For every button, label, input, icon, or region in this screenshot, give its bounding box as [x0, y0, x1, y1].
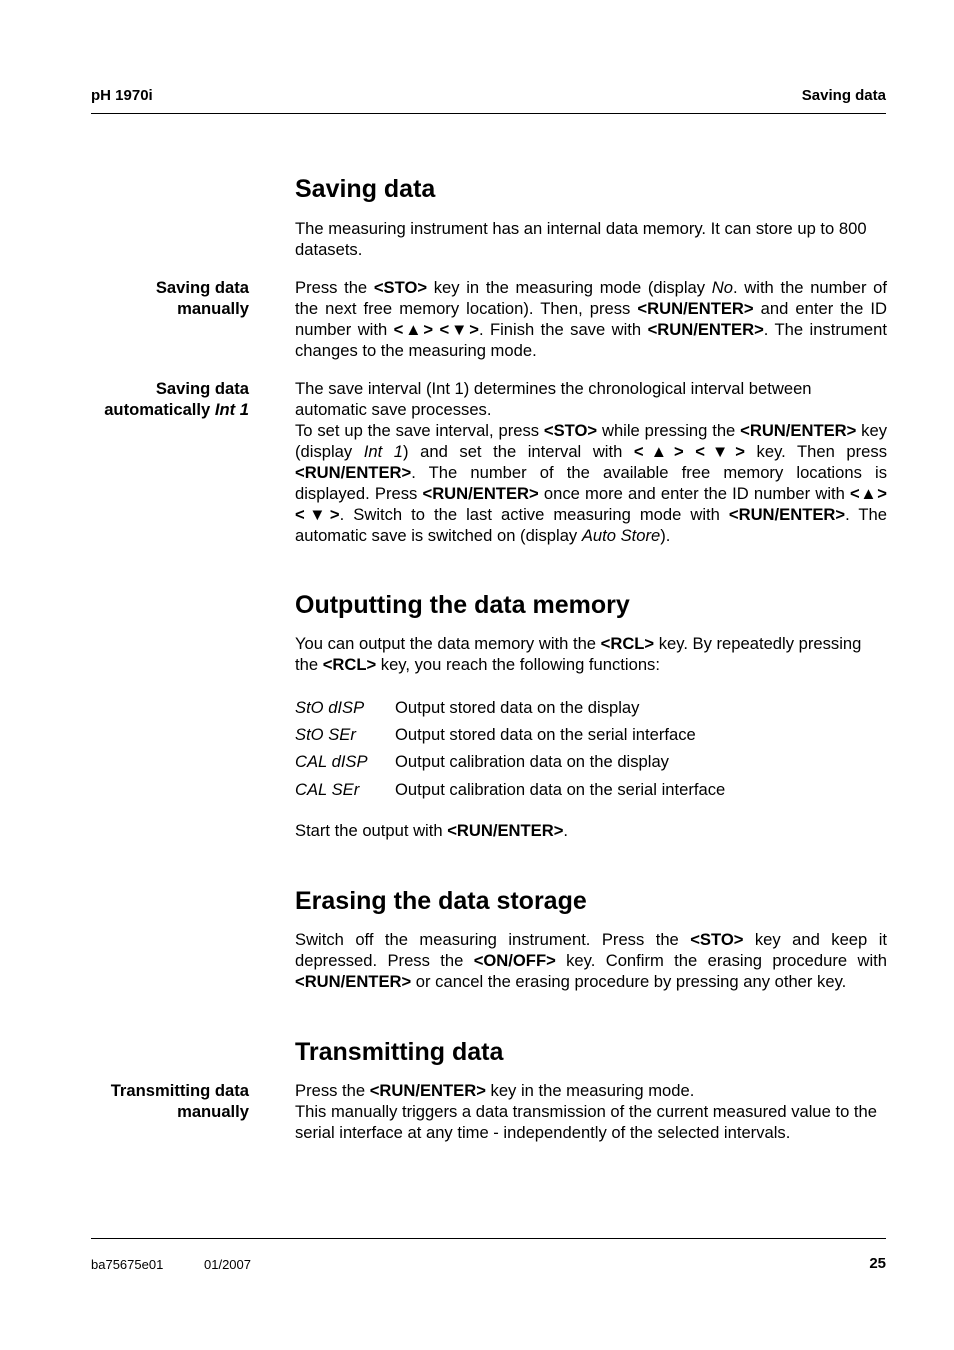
function-description: Output stored data on the display	[395, 698, 640, 717]
transmit-paragraph	[295, 1080, 887, 1143]
transmit-line-1: Press the <RUN/ENTER> key in the measuring mode.	[295, 1081, 695, 1100]
function-description: Output calibration data on the serial interface	[395, 780, 726, 799]
saving-manual-paragraph: Press the <STO> key in the measuring mode (display No. with the number of the next free memory location). Then, press <RUN/ENTER> and enter the ID number with <▲> <▼>. Finish the save with <RUN/ENTER>. The instrument changes to the measuring mode.	[295, 278, 887, 360]
output-start-instruction: Start the output with <RUN/ENTER>.	[295, 821, 569, 840]
function-code: StO SEr	[295, 725, 356, 744]
footer-document-code: ba75675e01	[91, 1257, 164, 1272]
header-section-title: Saving data	[801, 87, 886, 104]
function-description: Output stored data on the serial interface	[395, 725, 696, 744]
function-code: CAL dISP	[295, 752, 368, 771]
sidebar-label-saving-manually: Saving data manually	[155, 278, 249, 318]
erase-paragraph: Switch off the measuring instrument. Press the <STO> key and keep it depressed. Press the <ON/OFF> key. Confirm the erasing procedure with <RUN/ENTER> or cancel the erasing procedure by pressing any other key.	[295, 930, 887, 991]
transmit-line-2: This manually triggers a data transmission of the current measured value to the serial interface at any time - independently of the selected intervals.	[295, 1102, 877, 1142]
footer-divider	[91, 1238, 886, 1239]
function-code: StO dISP	[295, 698, 365, 717]
page-number: 25	[869, 1255, 886, 1272]
header-divider	[91, 113, 886, 114]
heading-saving-data: Saving data	[295, 175, 436, 203]
sidebar-label-saving-automatically: Saving data automatically Int 1	[104, 379, 249, 419]
saving-auto-line-1: The save interval (Int 1) determines the chronological interval between automatic save processes.	[295, 379, 812, 419]
footer-date: 01/2007	[204, 1257, 251, 1272]
sidebar-label-transmitting-manually: Transmitting data manually	[110, 1081, 249, 1121]
function-description: Output calibration data on the display	[395, 752, 669, 771]
heading-outputting-data-memory: Outputting the data memory	[295, 591, 630, 619]
output-intro: You can output the data memory with the <RCL> key. By repeatedly pressing the <RCL> key, you reach the following functions:	[295, 634, 862, 674]
function-code: CAL SEr	[295, 780, 360, 799]
saving-auto-line-2: To set up the save interval, press <STO> while pressing the <RUN/ENTER> key (display Int 1) and set the interval with <▲> <▼> key. Then press <RUN/ENTER>. The number of the available free memory locations is displayed. Press <RUN/ENTER> once more and enter the ID number with <▲> <▼>. Switch to the last active measuring mode with <RUN/ENTER>. The automatic save is switched on (display Auto Store).	[295, 421, 888, 545]
heading-transmitting-data: Transmitting data	[295, 1038, 504, 1066]
saving-intro: The measuring instrument has an internal data memory. It can store up to 800 datasets.	[295, 219, 867, 259]
saving-auto-paragraph	[295, 378, 887, 546]
heading-erasing-data-storage: Erasing the data storage	[295, 887, 587, 915]
header-product-name: pH 1970i	[91, 87, 153, 104]
